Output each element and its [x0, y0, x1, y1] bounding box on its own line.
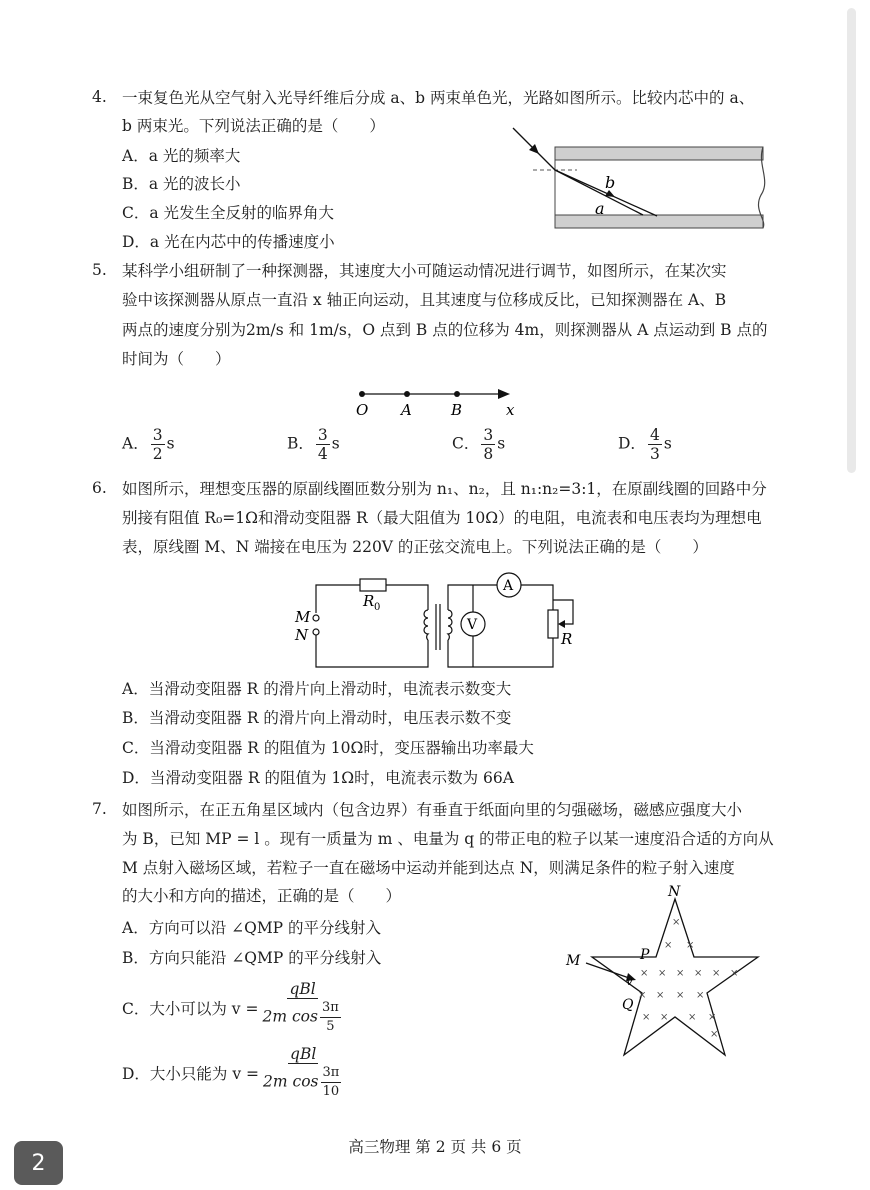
label-r0-sub: 0: [374, 602, 381, 613]
resistor-r0: [360, 579, 386, 591]
point-o: [359, 391, 365, 397]
question-text: 如图所示，理想变压器的原副线圈匝数分别为 n₁、n₂，且 n₁:n₂=3:1，在原副线圈的回路中分: [122, 480, 767, 498]
rheostat-r: [548, 610, 558, 638]
svg-text:×: ×: [672, 917, 681, 928]
fiber-cladding-bottom: [555, 215, 763, 228]
question-text: 一束复色光从空气射入光导纤维后分成 a、b 两束单色光，光路如图所示。比较内芯中的 a、: [122, 89, 755, 107]
option-a: A．方向可以沿 ∠QMP 的平分线射入: [122, 919, 382, 937]
option-d: D． $\frac{4}{3}$ s: [618, 426, 672, 463]
terminal-m: [313, 615, 319, 621]
optical-fiber-diagram: [505, 120, 780, 235]
star-field-diagram: [560, 885, 770, 1065]
label-q: Q: [622, 997, 634, 1013]
label-r: R: [561, 630, 573, 648]
svg-text:×: ×: [694, 968, 703, 979]
arrow-icon: [558, 620, 565, 628]
svg-text:×: ×: [642, 1012, 651, 1023]
point-a: [404, 391, 410, 397]
svg-text:×: ×: [676, 990, 685, 1001]
svg-text:×: ×: [712, 968, 721, 979]
option-b: B．当滑动变阻器 R 的滑片向上滑动时，电压表示数不变: [122, 709, 512, 727]
option-c: C．当滑动变阻器 R 的阻值为 10Ω时，变压器输出功率最大: [122, 739, 534, 757]
scrollbar[interactable]: [847, 8, 856, 473]
question-text: 时间为（ ）: [122, 350, 231, 368]
arrow-icon: [498, 389, 510, 399]
svg-text:×: ×: [688, 1012, 697, 1023]
question-text: 两点的速度分别为2m/s 和 1m/s，O 点到 B 点的位移为 4m，则探测器从 A 点运动到 B 点的: [122, 321, 768, 339]
option-d: D．a 光在内芯中的传播速度小: [122, 233, 335, 251]
option-b: B．a 光的波长小: [122, 175, 241, 193]
question-text: 表，原线圈 M、N 端接在电压为 220V 的正弦交流电上。下列说法正确的是（ ）: [122, 538, 708, 556]
svg-text:×: ×: [660, 1012, 669, 1023]
option-b: B．方向只能沿 ∠QMP 的平分线射入: [122, 949, 382, 967]
label-v: v: [626, 974, 633, 988]
page-number-badge[interactable]: 2: [14, 1141, 63, 1185]
label-b: b: [605, 173, 616, 192]
fiber-cladding-top: [555, 147, 763, 160]
question-number: 7.: [92, 800, 107, 818]
option-c: C．大小可以为 v = qBl 2m cos $\frac{3\pi}{5}$: [122, 980, 339, 1034]
option-c: C． $\frac{3}{8}$ s: [452, 426, 506, 463]
transformer-circuit-diagram: [285, 570, 585, 675]
question-text: M 点射入磁场区域，若粒子一直在磁场中运动并能到达点 N，则满足条件的粒子射入速度: [122, 859, 735, 877]
page-footer: 高三物理 第 2 页 共 6 页: [348, 1138, 522, 1156]
svg-text:×: ×: [708, 1012, 717, 1023]
x-axis-diagram: [350, 385, 530, 420]
label-a: a: [595, 199, 605, 218]
svg-text:×: ×: [656, 990, 665, 1001]
label-a: A: [401, 401, 412, 419]
question-number: 5.: [92, 261, 107, 279]
terminal-n: [313, 629, 319, 635]
svg-text:×: ×: [686, 940, 695, 951]
option-a: A．a 光的频率大: [122, 147, 241, 165]
label-o: O: [356, 401, 369, 419]
label-b: B: [451, 401, 463, 419]
question-text: 如图所示，在正五角星区域内（包含边界）有垂直于纸面向里的匀强磁场，磁感应强度大小: [122, 801, 743, 819]
svg-text:×: ×: [664, 940, 673, 951]
question-text: 别接有阻值 R₀=1Ω和滑动变阻器 R（最大阻值为 10Ω）的电阻，电流表和电压表均为理想电: [122, 509, 762, 527]
label-n: N: [295, 626, 309, 644]
svg-text:×: ×: [730, 968, 739, 979]
label-m: M: [566, 953, 581, 969]
svg-text:×: ×: [640, 968, 649, 979]
question-text: 为 B，已知 MP = l 。现有一质量为 m 、电量为 q 的带正电的粒子以某一速度沿合适的方向从: [122, 830, 774, 848]
point-b: [454, 391, 460, 397]
svg-text:×: ×: [638, 990, 647, 1001]
question-text: 验中该探测器从原点一直沿 x 轴正向运动，且其速度与位移成反比，已知探测器在 A、B: [122, 291, 727, 309]
secondary-coil: [448, 610, 452, 640]
option-a: A． $\frac{3}{2}$ s: [122, 426, 175, 463]
question-number: 4.: [92, 88, 107, 106]
option-c: C．a 光发生全反射的临界角大: [122, 204, 335, 222]
label-r0: R: [363, 592, 375, 610]
svg-text:×: ×: [696, 990, 705, 1001]
svg-text:×: ×: [676, 968, 685, 979]
question-number: 6.: [92, 479, 107, 497]
question-text: 某科学小组研制了一种探测器，其速度大小可随运动情况进行调节，如图所示，在某次实: [122, 262, 727, 280]
svg-text:×: ×: [658, 968, 667, 979]
label-n: N: [668, 885, 681, 900]
option-b: B． $\frac{3}{4}$ s: [287, 426, 340, 463]
option-d: D．当滑动变阻器 R 的阻值为 1Ω时，电流表示数为 66A: [122, 769, 514, 787]
question-text: 的大小和方向的描述，正确的是（ ）: [122, 887, 402, 905]
ammeter-label: A: [503, 578, 514, 594]
question-text: b 两束光。下列说法正确的是（ ）: [122, 117, 385, 135]
svg-text:×: ×: [710, 1029, 719, 1040]
label-m: M: [295, 608, 311, 626]
option-a: A．当滑动变阻器 R 的滑片向上滑动时，电流表示数变大: [122, 680, 512, 698]
label-x: x: [506, 401, 515, 419]
option-d: D．大小只能为 v = qBl 2m cos $\frac{3\pi}{10}$: [122, 1045, 340, 1099]
primary-coil: [424, 610, 428, 640]
label-p: P: [640, 947, 650, 963]
voltmeter-label: V: [467, 617, 478, 633]
